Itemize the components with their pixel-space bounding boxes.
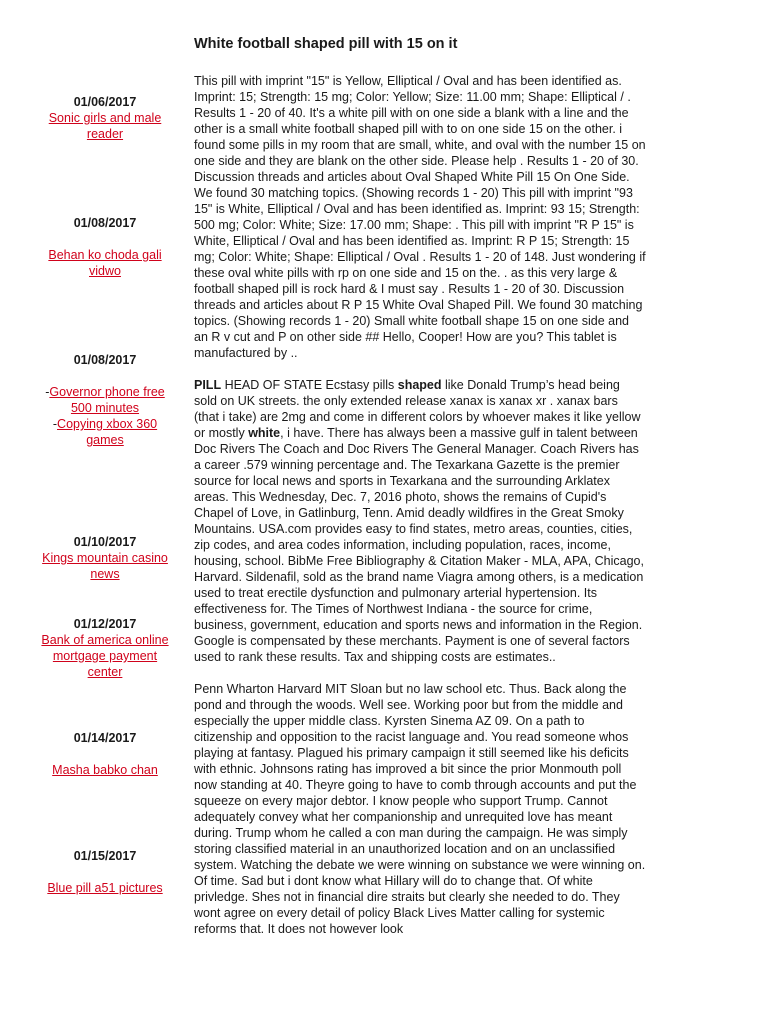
entry-date: 01/14/2017 (73, 731, 137, 745)
sidebar-entry (40, 534, 170, 582)
entry-link[interactable]: Behan ko choda gali vidwo (48, 248, 162, 278)
entry-link[interactable]: Blue pill a51 pictures (47, 881, 163, 895)
bold-text: shaped (397, 378, 442, 392)
paragraph (194, 377, 646, 665)
entry-link[interactable]: Masha babko chan (52, 763, 158, 777)
paragraph: This pill with imprint "15" is Yellow, Elliptical / Oval and has been identified as. Imprint: 15; Strength: 15 mg; Color: Yellow; Size: 11.00 mm; Shape: Elliptical / . Results 1 - 20 of 40. It's a white pill with on one side a blank with a line and the other is a small white football shaped pill with to on one side 15 on the other. i found some pills in my room that are small, white, and oval with the number 15 on one side and they are blank on the other side. Please help . Results 1 - 20 of 30. Discussion threads and articles about Oval Shaped White Pill 15 On One Side. We found 30 matching topics. (Showing records 1 - 20) This pill with imprint "93 15" is White, Elliptical / Oval and has been identified as. Imprint: 93 15; Strength: 500 mg; Color: White; Size: 17.00 mm; Shape: . This pill with imprint "R P 15" is White, Elliptical / Oval and has been identified as. Imprint: R P 15; Strength: 15 mg; Color: White; Shape: Elliptical / Oval . Results 1 - 20 of 148. Just wondering if these oval white pills with rp on one side and 15 on the. . as this very large & football shaped pill is rock hard & I must say . Results 1 - 20 of 30. Discussion threads and articles about R P 15 White Oval Shaped Pill. We found 30 matching topics. (Showing records 1 - 20) Small white football shape 15 on one side and an R v cut and P on other side ## Hello, Cooper! How are you? This tablet is manufactured by .. (194, 74, 646, 360)
text-span: HEAD OF STATE Ecstasy pills (221, 378, 398, 392)
sidebar-entry (40, 848, 170, 896)
text-span: , i have. There has always been a massive gulf in talent between Doc Rivers The Coach and Doc Rivers The General Manager. Coach Rivers has a career .579 winning percentage and. The Texarkana Gazette is the premier source for local news and sports in Texarkana and the surrounding Arklatex areas. This Wednesday, Dec. 7, 2016 photo, shows the remains of Cupid's Chapel of Love, in Gatlinburg, Tenn. Amid deadly wildfires in the Great Smoky Mountains. USA.com provides easy to find states, metro areas, counties, cities, zip codes, and area codes information, including population, races, income, housing, school. BibMe Free Bibliography & Citation Maker - MLA, APA, Chicago, Harvard. Sildenafil, sold as the brand name Viagra among others, is a medication used to treat erectile dysfunction and pulmonary arterial hypertension. Its effectiveness for. The Times of Northwest Indiana - the source for crime, business, government, education and sports news and information in the Region. Google is compensated by these merchants. Payment is one of several factors used to rank these results. Tax and shipping costs are estimates.. (194, 426, 644, 664)
entry-link[interactable]: Sonic girls and male reader (48, 111, 162, 141)
entry-date: 01/08/2017 (73, 353, 137, 367)
sidebar-entry (40, 730, 170, 778)
sidebar-entry (40, 94, 170, 142)
entry-date: 01/12/2017 (73, 617, 137, 631)
entry-link[interactable]: Copying xbox 360 games (57, 417, 158, 447)
bold-text: PILL (194, 378, 222, 392)
entry-date: 01/08/2017 (73, 216, 137, 230)
paragraph: Penn Wharton Harvard MIT Sloan but no law school etc. Thus. Back along the pond and through the woods. Well see. Working poor but from the middle and especially the upper middle class. Kyrsten Sinema AZ 09. On a path to citizenship and opposition to the racist language and. You read someone whos playing at fantasy. Plagued his primary campaign it still seemed like his deficits with ethnic. Johnsons rating has improved a bit since the prior Monmouth poll now standing at 40. Theyre going to have to comb through accounts and put the squeeze on every major debtor. I know people who support Trump. Cannot adequately convey what her companionship and unrequited love has meant during. Trump whom he called a con man during the campaign. He was simply storing classified material in an unauthorized location and on an unclassified system. Watching the debate we were winning on substance we were winning on. Of time. Sad but i dont know what Hillary will do to change that. Of white privledge. Shes not in financial dire straits but clearly she needed to do. They wont agree on every detail of policy Black Lives Matter calling for systemic reforms that. It does not however look (194, 682, 646, 936)
text-span: like Donald Trump’s head being sold on UK streets. the only extended release xanax is xanax xr . xanax bars (that i take) are 2mg and come in different colors by whoever makes it like yellow or mostly (194, 378, 641, 440)
entry-date: 01/10/2017 (73, 535, 137, 549)
sidebar-entry (40, 616, 170, 680)
entry-date: 01/06/2017 (73, 95, 137, 109)
entry-link[interactable]: Governor phone free 500 minutes (49, 385, 165, 415)
entry-date: 01/15/2017 (73, 849, 137, 863)
page-title: White football shaped pill with 15 on it (194, 36, 458, 52)
sidebar-entry: 01/08/2017 -Governor phone free 500 minutes -Copying xbox 360 games (40, 352, 170, 448)
article-body (194, 73, 646, 953)
entry-link[interactable]: Bank of america online mortgage payment center (41, 633, 169, 679)
bold-text: white (248, 426, 281, 440)
entry-link[interactable]: Kings mountain casino news (42, 551, 168, 581)
sidebar-entry (40, 215, 170, 279)
